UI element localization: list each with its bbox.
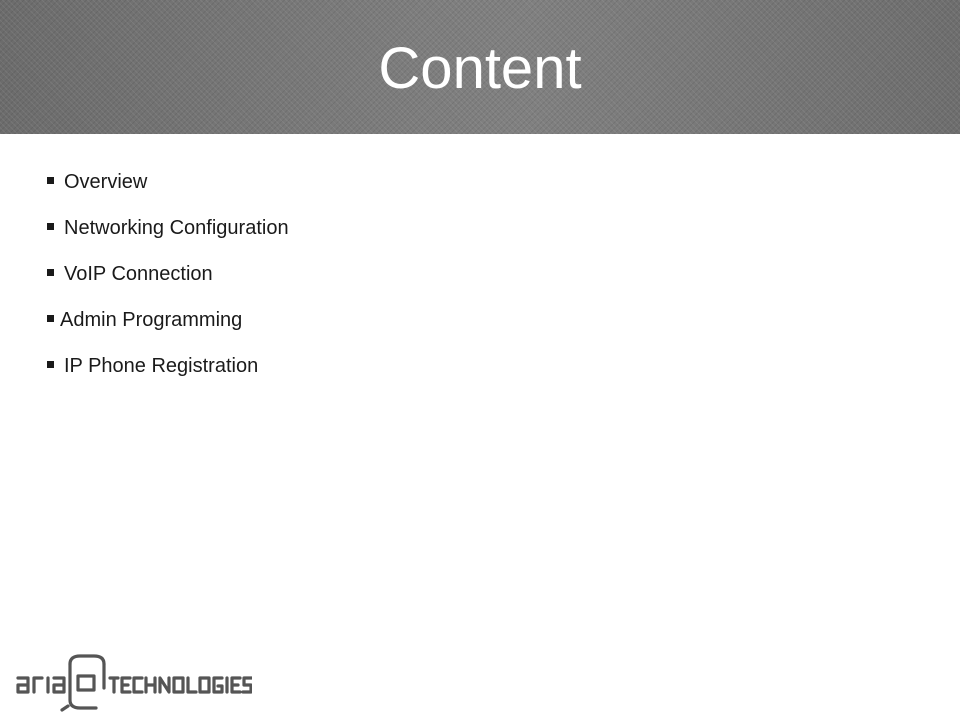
title-bar (0, 0, 960, 134)
aria-technologies-logo (12, 650, 252, 712)
list-item-label: Networking Configuration (64, 217, 289, 239)
list-item (47, 306, 289, 352)
list-item (47, 214, 289, 260)
list-item-label: Overview (64, 171, 148, 193)
list-item (47, 260, 289, 306)
bullet-icon (47, 315, 54, 322)
bullet-icon (47, 177, 54, 184)
bullet-icon (47, 361, 54, 368)
list-item-label: VoIP Connection (64, 263, 213, 285)
slide-title: Content (378, 36, 582, 101)
list-item (47, 352, 289, 398)
list-item-label: Admin Programming (60, 309, 243, 331)
bullet-icon (47, 223, 54, 230)
bullet-icon (47, 269, 54, 276)
content-list (47, 168, 289, 398)
list-item-label: IP Phone Registration (64, 355, 259, 377)
list-item (47, 168, 289, 214)
